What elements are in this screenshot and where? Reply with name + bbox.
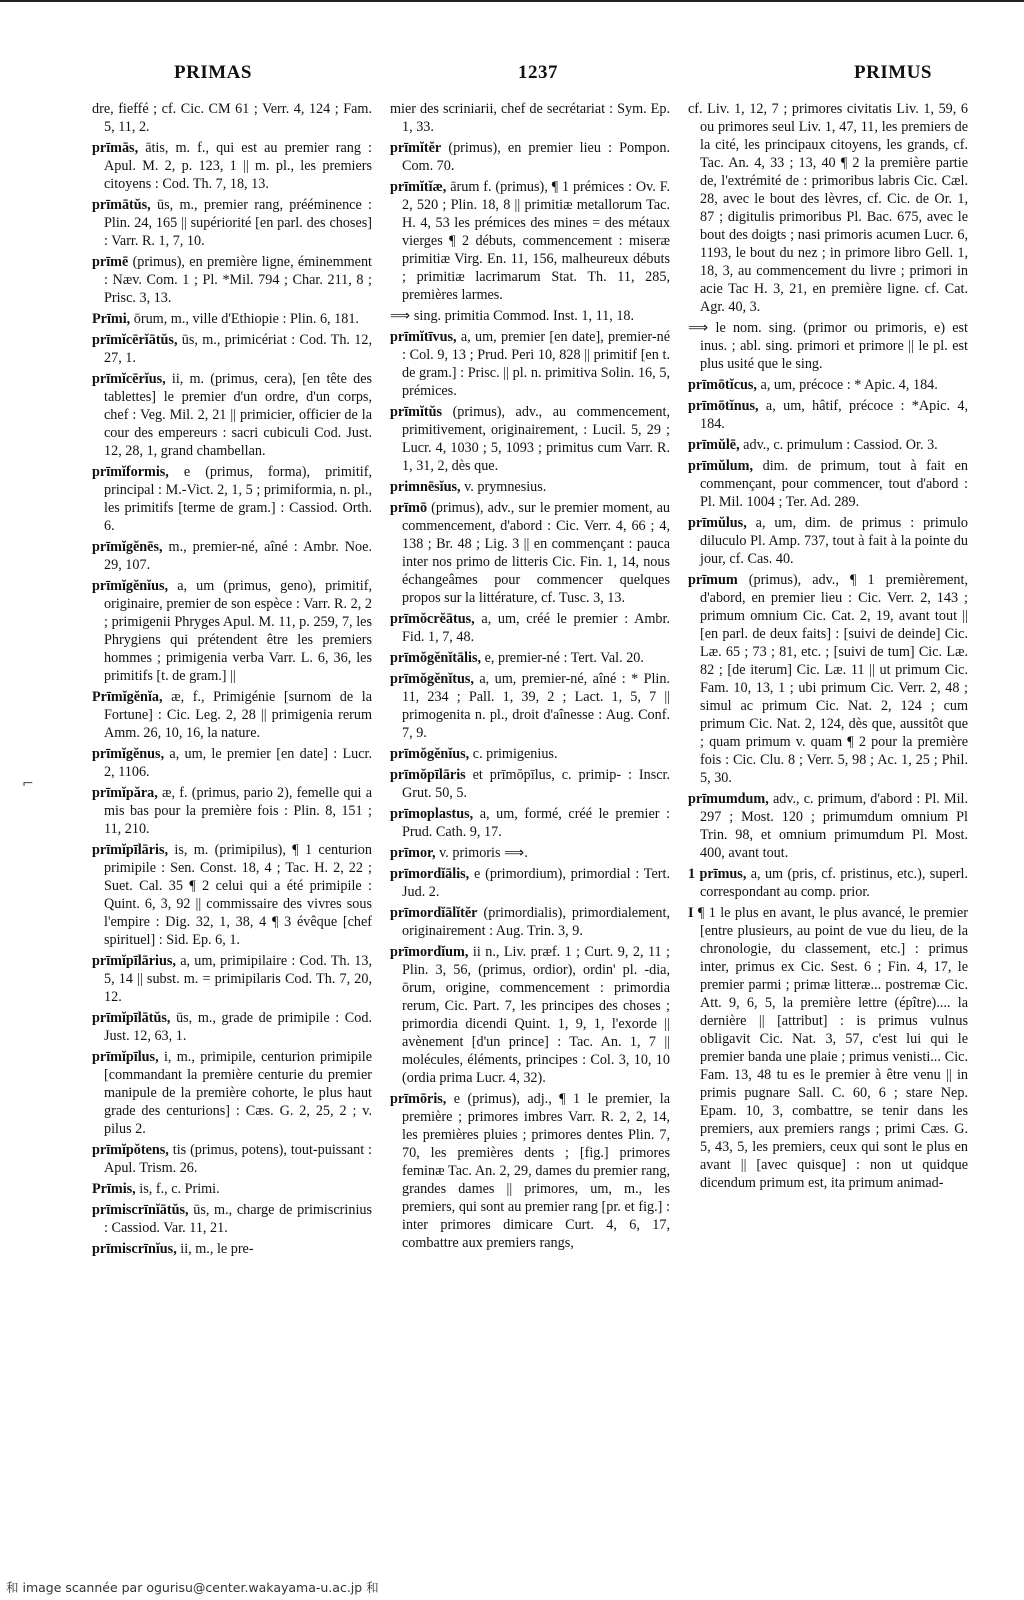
entry-definition: a, um, précoce : * Apic. 4, 184. — [760, 377, 938, 393]
column-3 — [688, 100, 968, 1548]
entry-definition: a, um (primus, geno), primitif, originaire, premier de son espèce : Varr. R. 2, 2 ; primigenii Phryges Apul. M. 11, p. 259, 7, les Phrygiens qui prétendent être les premiers hommes ; primigenia verba Varr. L. 6, 36, les primitifs [t. de gram.] || — [104, 578, 372, 684]
entry-definition: a, um (pris, cf. pristinus, etc.), superl. correspondant au comp. prior. — [700, 866, 968, 900]
dictionary-entry — [92, 310, 372, 328]
entry-definition: a, um, créé le premier : Ambr. Fid. 1, 7, 48. — [402, 611, 670, 645]
dictionary-entry — [92, 745, 372, 781]
entry-headword: Prīmĭgĕnĭa, — [92, 689, 163, 705]
dictionary-entry — [92, 463, 372, 535]
entry-definition: ⟹ sing. primitia Commod. Inst. 1, 11, 18. — [390, 308, 635, 324]
entry-definition: æ, f. (primus, pario 2), femelle qui a mis bas pour la première fois : Plin. 8, 151 ; 11, 210. — [104, 785, 372, 837]
entry-headword: prīmĭtŭs — [390, 404, 443, 420]
entry-definition: a, um, hâtif, précoce : *Apic. 4, 184. — [700, 398, 968, 432]
dictionary-entry — [92, 331, 372, 367]
dictionary-entry — [390, 844, 670, 862]
top-rule — [0, 0, 1024, 2]
entry-headword: prīmās, — [92, 140, 139, 156]
entry-definition: (primus), en premier lieu : Pompon. Com. 70. — [402, 140, 670, 174]
entry-definition: e (primus, forma), primitif, principal : M.-Vict. 2, 1, 5 ; primiformia, n. pl., les primitifs [terme de gram.] : Cassiod. Orth. 6. — [104, 464, 372, 534]
entry-definition: ūs, m., primicériat : Cod. Th. 12, 27, 1. — [104, 332, 372, 366]
entry-headword: prīmordĭālis, — [390, 866, 470, 882]
dictionary-entry — [390, 328, 670, 400]
entry-definition: ūs, m., premier rang, prééminence : Plin. 24, 165 || supériorité [en parl. des choses] : Varr. R. 1, 7, 10. — [104, 197, 372, 249]
entry-headword: prīmĭtĕr — [390, 140, 442, 156]
page-number: 1237 — [518, 62, 558, 83]
dictionary-entry — [92, 841, 372, 949]
entry-definition: c. primigenius. — [472, 746, 558, 762]
entry-definition: v. primoris ⟹. — [439, 845, 528, 861]
dictionary-entry — [92, 1180, 372, 1198]
entry-headword: prīmumdum, — [688, 791, 769, 807]
dictionary-entry — [390, 943, 670, 1087]
entry-headword: prīmĭpīlāris, — [92, 842, 169, 858]
entry-headword: prīmĭtīvus, — [390, 329, 457, 345]
column-1 — [92, 100, 372, 1548]
dictionary-entry — [390, 745, 670, 763]
dictionary-entry — [390, 1090, 670, 1252]
dictionary-entry — [92, 952, 372, 1006]
entry-definition: ātis, m. f., qui est au premier rang : Apul. M. 2, p. 123, 1 || m. pl., les premiers citoyens : Cod. Th. 7, 18, 13. — [104, 140, 372, 192]
dictionary-entry — [92, 1201, 372, 1237]
entry-definition: a, um, le premier [en date] : Lucr. 2, 1106. — [104, 746, 372, 780]
dictionary-entry — [390, 649, 670, 667]
entry-definition: a, um, premier-né, aîné : * Plin. 11, 234 ; Pall. 1, 39, 2 ; Lact. 1, 5, 7 || primogenita n. pl., droit d'aînesse : Aug. Conf. 7, 9. — [402, 671, 670, 741]
entry-headword: prīmor, — [390, 845, 436, 861]
entry-definition: a, um, primipilaire : Cod. Th. 13, 5, 14 || subst. m. = primipilaris Cod. Th. 7, 20, 12. — [104, 953, 372, 1005]
entry-definition: et prīmŏpīlus, c. primip- : Inscr. Grut. 50, 5. — [402, 767, 670, 801]
entry-headword: prīmŏgĕnĭtālis, — [390, 650, 482, 666]
header-right-word: PRIMUS — [854, 62, 932, 83]
entry-headword: prīmiscrīnĭus, — [92, 1241, 177, 1257]
entry-definition: ii, m. (primus, cera), [en tête des tablettes] le premier d'un ordre, d'un corps, chef : Veg. Mil. 2, 21 || primicier, officier de la cour des empereurs : sacri cubiculi Cod. Just. 12, 28, 1, grand chambellan. — [104, 371, 372, 459]
dictionary-entry — [390, 865, 670, 901]
header-left-word: PRIMAS — [174, 62, 252, 83]
entry-headword: prīmōtĭnus, — [688, 398, 759, 414]
entry-headword: prīmŏgĕnĭus, — [390, 746, 470, 762]
dictionary-entry — [92, 688, 372, 742]
entry-headword: prīmĭpăra, — [92, 785, 158, 801]
entry-headword: prīmĭformis, — [92, 464, 169, 480]
dictionary-entry — [688, 319, 968, 373]
dictionary-entry — [688, 904, 968, 1192]
entry-definition: i, m., primipile, centurion primipile [commandant la première centurie du premier manipule de la première cohorte, le plus haut grade des centurions] : Cæs. G. 2, 25, 2 ; v. pilus 2. — [104, 1049, 372, 1137]
entry-definition: (primordialis), primordialement, originairement : Aug. Trin. 3, 9. — [402, 905, 670, 939]
dictionary-entry — [390, 670, 670, 742]
dictionary-entry — [92, 139, 372, 193]
entry-definition: (primus), en première ligne, éminemment : Næv. Com. 1 ; Pl. *Mil. 794 ; Char. 211, 8 ; Prisc. 3, 13. — [104, 254, 372, 306]
dictionary-entry — [390, 766, 670, 802]
dictionary-entry — [92, 577, 372, 685]
dictionary-entry — [688, 865, 968, 901]
entry-definition: adv., c. primum, d'abord : Pl. Mil. 297 ; Most. 120 ; primumdum omnium Pl Trin. 98, et omnium primumdum Pl. Most. 400, avant tout. — [700, 791, 968, 861]
entry-definition: mier des scriniarii, chef de secrétariat : Sym. Ep. 1, 33. — [390, 101, 670, 135]
entry-headword: prīmĭpīlus, — [92, 1049, 159, 1065]
entry-headword: prīmĭcērĭus, — [92, 371, 166, 387]
dictionary-entry — [390, 478, 670, 496]
entry-definition: m., premier-né, aîné : Ambr. Noe. 29, 107. — [104, 539, 372, 573]
entry-definition: ūs, m., grade de primipile : Cod. Just. 12, 63, 1. — [104, 1010, 372, 1044]
entry-headword: prīmŭlē, — [688, 437, 740, 453]
dictionary-entry — [92, 253, 372, 307]
entry-headword: prīmĭpŏtens, — [92, 1142, 169, 1158]
entry-headword: prīmĭgĕnēs, — [92, 539, 163, 555]
dictionary-entry — [390, 904, 670, 940]
entry-definition: adv., c. primulum : Cassiod. Or. 3. — [743, 437, 938, 453]
dictionary-entry — [92, 538, 372, 574]
margin-mark: ⌐ — [22, 776, 34, 792]
entry-headword: prīmōris, — [390, 1091, 447, 1107]
entry-headword: prīmĭcērĭātŭs, — [92, 332, 178, 348]
page-header — [92, 62, 984, 90]
entry-headword: Prīmi, — [92, 311, 131, 327]
entry-headword: prīmātŭs, — [92, 197, 151, 213]
entry-headword: prīmordĭālĭtĕr — [390, 905, 478, 921]
entry-headword: primnēsĭus, — [390, 479, 461, 495]
entry-definition: e (primordium), primordial : Tert. Jud. 2. — [402, 866, 670, 900]
entry-headword: prīmŭlum, — [688, 458, 754, 474]
dictionary-entry — [390, 403, 670, 475]
entry-definition: dim. de primum, tout à fait en commençant, pour commencer, tout d'abord : Pl. Mil. 1004 ; Ter. Ad. 289. — [700, 458, 968, 510]
dictionary-entry — [390, 100, 670, 136]
entry-headword: I — [688, 905, 694, 921]
entry-headword: prīmordĭum, — [390, 944, 469, 960]
dictionary-entry — [92, 784, 372, 838]
entry-definition: v. prymnesius. — [464, 479, 547, 495]
dictionary-entry — [92, 1048, 372, 1138]
dictionary-entry — [688, 436, 968, 454]
dictionary-entry — [92, 100, 372, 136]
dictionary-entry — [688, 397, 968, 433]
entry-headword: prīmĭgĕnĭus, — [92, 578, 169, 594]
entry-definition: a, um, dim. de primus : primulo diluculo Pl. Amp. 737, tout à fait à la pointe du jour, cf. Cas. 40. — [700, 515, 968, 567]
entry-headword: prīmōtĭcus, — [688, 377, 757, 393]
entry-definition: ārum f. (primus), ¶ 1 prémices : Ov. F. 2, 520 ; Plin. 18, 8 || primitiæ metallorum Tac. H. 4, 53 les prémices des mines = des métaux vierges ¶ 2 débuts, commencement : miseræ primitiæ Virg. En. 11, 156, malheureux débuts ; primitiæ lacrimarum Stat. Th. 11, 285, premières larmes. — [402, 179, 670, 303]
dictionary-entry — [92, 370, 372, 460]
entry-headword: prīmŏpīlāris — [390, 767, 466, 783]
dictionary-entry — [92, 1240, 372, 1258]
dictionary-entry — [390, 139, 670, 175]
entry-headword: 1 prīmus, — [688, 866, 747, 882]
dictionary-entry — [688, 100, 968, 316]
entry-definition: ii n., Liv. præf. 1 ; Curt. 9, 2, 11 ; Plin. 3, 56, (primus, ordior), ordin' pl. -dia, ōrum, origine, commencement : primordia rerum, Cic. Part. 7, les principes des choses ; primordia dicendi Quint. 1, 9, 1, l'exorde || avènement [d'un prince] : Tac. An. 1, 7 || molécules, éléments, principes : Col. 3, 10, 10 (ordia prima Lucr. 4, 32). — [402, 944, 670, 1086]
entry-headword: prīmum — [688, 572, 738, 588]
entry-definition: a, um, premier [en date], premier-né : Col. 9, 13 ; Prud. Peri 10, 828 || primitif [en t. de gram.] : Prisc. || pl. n. primitiva Solin. 16, 5, prémices. — [402, 329, 670, 399]
entry-headword: prīmŏgĕnĭtus, — [390, 671, 474, 687]
entry-headword: prīmē — [92, 254, 129, 270]
dictionary-entry — [390, 307, 670, 325]
entry-definition: ūs, m., charge de primiscrinius : Cassiod. Var. 11, 21. — [104, 1202, 372, 1236]
entry-definition: tis (primus, potens), tout-puissant : Apul. Trism. 26. — [104, 1142, 372, 1176]
dictionary-entry — [688, 571, 968, 787]
entry-definition: (primus), adv., au commencement, primitivement, originairement, : Lucil. 5, 29 ; Lucr. 4, 1030 ; 5, 1093 ; primitus cum Varr. R. 1, 31, 2, dès que. — [402, 404, 670, 474]
entry-definition: is, f., c. Primi. — [139, 1181, 220, 1197]
entry-definition: (primus), adv., ¶ 1 premièrement, d'abord, en premier lieu : Cic. Verr. 2, 143 ; primum omnium Cic. Cat. 2, 19, avant tout || [en parl. de deux faits] : [suivi de deinde] Cic. Læ. 65 ; 73 ; 81, etc. ; [suivi de tum] Cic. Læ. 82 ; [de iterum] Cic. Læ. 11 || ut primum Cic. Fam. 10, 13, 1 ; ubi primum Cic. Verr. 2, 48 ; simul ac primum Cic. Nat. 2, 124 ; cum primum Cic. Nat. 2, 124, dès que, aussitôt que ; quam primum v. quam ¶ 2 pour la première fois : Cic. Clu. 8 ; Verr. 5, 98 ; Ac. 1, 25 ; Phil. 5, 30. — [700, 572, 968, 786]
entry-definition: cf. Liv. 1, 12, 7 ; primores civitatis Liv. 1, 59, 6 ou primores seul Liv. 1, 47, 11, les premiers de la cité, les principaux citoyens, les grands, cf. Tac. An. 4, 33 ; 13, 40 ¶ 2 la première partie de, l'extrémité de : primoribus labris Cic. Cæl. 28, avec le bout des lèvres, cf. Cic. de Or. 1, 87 ; digitulis primoribus Pl. Bac. 675, avec le bout des doigts ; nasi primoris acumen Lucr. 6, 1193, le bout du nez ; in primore libro Gell. 1, 18, 3, au commencement du livre ; primori in acie Tac H. 3, 21, en première ligne. cf. Cat. Agr. 40, 3. — [688, 101, 968, 315]
dictionary-entry — [390, 178, 670, 304]
dictionary-entry — [390, 610, 670, 646]
entry-definition: ¶ 1 le plus en avant, le plus avancé, le premier [entre plusieurs, au point de vue du lieu, de la chronologie, du classement, etc.] : primus inter, primus ex Cic. Sest. 6 ; Fin. 4, 17, le premier parmi ; primæ litteræ... postremæ Cic. Att. 9, 6, 5, la première lettre (épître).... la dernière || [attribut] : is primus vulnus obligavit Cic. Nat. 3, 57, c'est lui qui le premier banda une plaie ; primus venisti... Cic. Fam. 13, 48 tu es le premier à être venu || in primis pugnare Sall. C. 60, 6 ; stare Nep. Epam. 10, 3, combattre, se tenir dans les premiers, aux premiers rangs ; primi Cæs. G. 5, 43, 5, les premiers, ceux qui sont le plus en avant || [avec quisque] : non ut quidque dicendum primum est, ita primum animad- — [697, 905, 968, 1191]
dictionary-entry — [92, 196, 372, 250]
entry-definition: dre, fieffé ; cf. Cic. CM 61 ; Verr. 4, 124 ; Fam. 5, 11, 2. — [92, 101, 372, 135]
entry-headword: prīmiscrīnĭātŭs, — [92, 1202, 189, 1218]
dictionary-entry — [688, 457, 968, 511]
entry-headword: prīmĭtĭæ, — [390, 179, 447, 195]
entry-definition: æ, f., Primigénie [surnom de la Fortune] : Cic. Leg. 2, 28 || primigenia rerum Amm. 26, 10, 16, la nature. — [104, 689, 372, 741]
dictionary-entry — [92, 1009, 372, 1045]
dictionary-entry — [688, 790, 968, 862]
entry-headword: prīmŭlus, — [688, 515, 747, 531]
entry-definition: is, m. (primipilus), ¶ 1 centurion primipile : Sen. Const. 18, 4 ; Tac. H. 2, 22 ; Suet. Cal. 35 ¶ 2 celui qui a été primipile : Quint. 6, 3, 92 || commissaire des vivres sous l'empire : Dig. 32, 1, 38, 4 ¶ 3 évêque [chef spirituel] : Sid. Ep. 6, 1. — [104, 842, 372, 948]
column-2 — [390, 100, 670, 1548]
entry-headword: Prīmis, — [92, 1181, 136, 1197]
entry-definition: ii, m., le pre- — [180, 1241, 254, 1257]
entry-headword: prīmō — [390, 500, 428, 516]
entry-headword: prīmĭpīlārius, — [92, 953, 176, 969]
entry-definition: (primus), adv., sur le premier moment, au commencement, d'abord : Cic. Verr. 4, 66 ; 4, 138 ; Br. 48 ; Lig. 3 || en commençant : pauca inter nos primo de litteris Cic. Fin. 1, 14, nous échangeâmes pour commencer quelques propos sur la littérature, cf. Tusc. 3, 13. — [402, 500, 670, 606]
entry-headword: prīmoplastus, — [390, 806, 474, 822]
entry-definition: e, premier-né : Tert. Val. 20. — [484, 650, 644, 666]
entry-headword: prīmŏcrĕātus, — [390, 611, 475, 627]
dictionary-entry — [92, 1141, 372, 1177]
entry-headword: prīmĭpīlātŭs, — [92, 1010, 171, 1026]
entry-headword: prīmĭgĕnus, — [92, 746, 165, 762]
dictionary-entry — [390, 499, 670, 607]
entry-definition: e (primus), adj., ¶ 1 le premier, la première ; primores imbres Varr. R. 2, 2, 14, les premières pluies ; primores dentes Plin. 7, 70, les premières dents ; [fig.] primores feminæ Tac. An. 2, 29, dames du premier rang, grandes dames || primores, um, m., les premiers, qui sont au premier rang [pr. et fig.] : inter primores dimicare Curt. 4, 6, 17, combattre aux premiers rangs, — [402, 1091, 670, 1251]
scan-footer: 和 image scannée par ogurisu@center.wakayama-u.ac.jp 和 — [6, 1580, 379, 1595]
dictionary-entry — [390, 805, 670, 841]
entry-definition: ⟹ le nom. sing. (primor ou primoris, e) est inus. ; abl. sing. primori et primore || le pl. est plus usité que le sing. — [688, 320, 968, 372]
dictionary-entry — [688, 514, 968, 568]
dictionary-entry — [688, 376, 968, 394]
entry-definition: ōrum, m., ville d'Ethiopie : Plin. 6, 181. — [133, 311, 359, 327]
dictionary-columns — [92, 100, 984, 1548]
entry-definition: a, um, formé, créé le premier : Prud. Cath. 9, 17. — [402, 806, 670, 840]
